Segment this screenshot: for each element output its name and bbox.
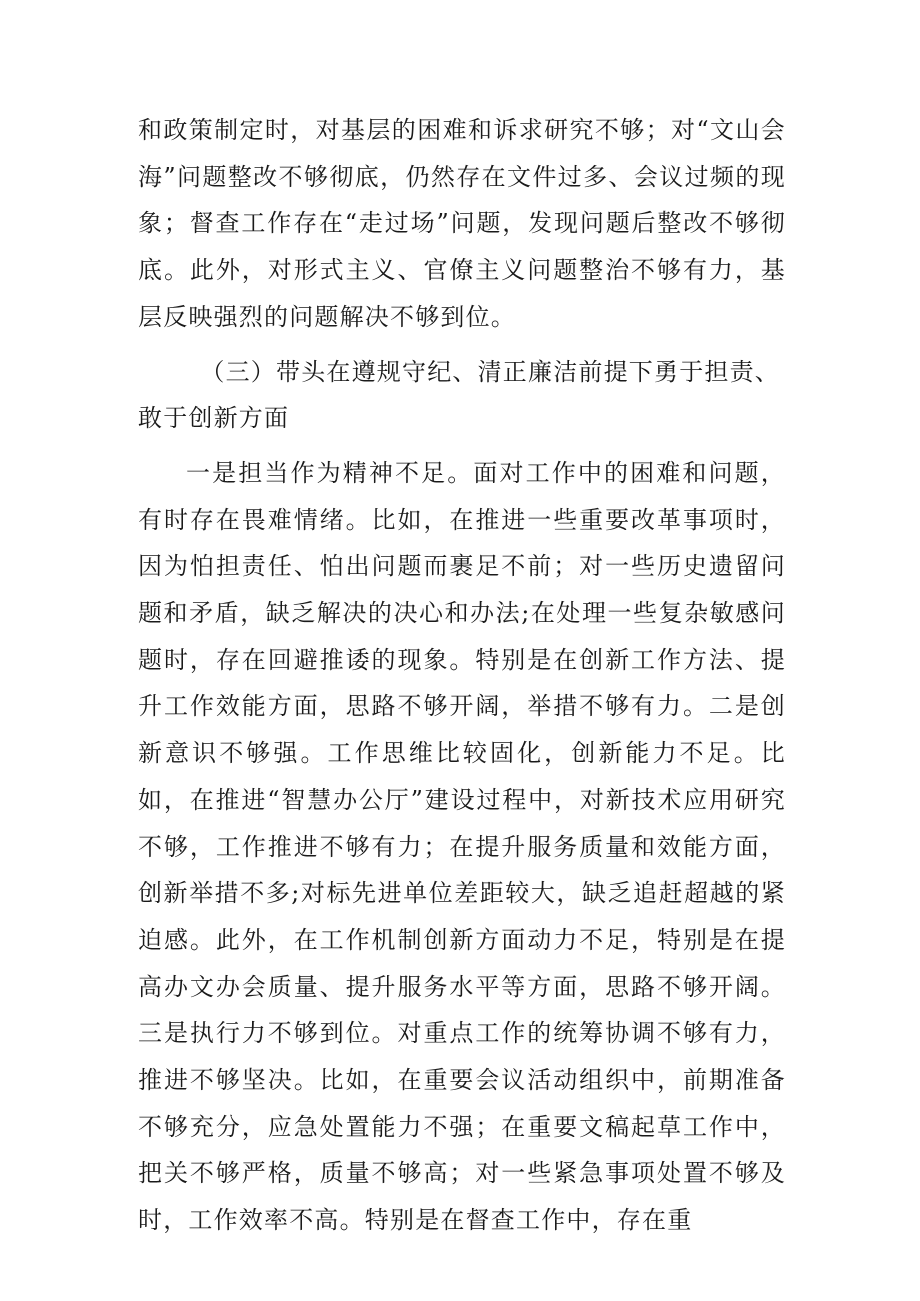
paragraph-continued: 和政策制定时，对基层的困难和诉求研究不够；对“文山会海”问题整改不够彻底，仍然存在文件过多、会议过频的现象；督查工作存在“走过场”问题，发现问题后整改不够彻底。此外，对形式主义、官僚主义问题整治不够有力，基层反映强烈的问题解决不够到位。 xyxy=(138,116,786,331)
section-heading: （三）带头在遵规守纪、清正廉洁前提下勇于担责、敢于创新方面 xyxy=(138,357,780,433)
paragraph-main: 一是担当作为精神不足。面对工作中的困难和问题，有时存在畏难情绪。比如，在推进一些重要改革事项时，因为怕担责任、怕出问题而裹足不前；对一些历史遗留问题和矛盾，缺乏解决的决心和办法;在处理一些复杂敏感问题时，存在回避推诿的现象。特别是在创新工作方法、提升工作效能方面，思路不够开阔，举措不够有力。二是创新意识不够强。工作思维比较固化，创新能力不足。比如，在推进“智慧办公厅”建设过程中，对新技术应用研究不够，工作推进不够有力；在提升服务质量和效能方面，创新举措不多;对标先进单位差距较大，缺乏追赶超越的紧迫感。此外，在工作机制创新方面动力不足，特别是在提高办文办会质量、提升服务水平等方面，思路不够开阔。三是执行力不够到位。对重点工作的统筹协调不够有力，推进不够坚决。比如，在重要会议活动组织中，前期准备不够充分，应急处置能力不强；在重要文稿起草工作中，把关不够严格，质量不够高；对一些紧急事项处置不够及时，工作效率不高。特别是在督查工作中，存在重 xyxy=(138,458,786,1235)
document-body xyxy=(138,107,786,1244)
